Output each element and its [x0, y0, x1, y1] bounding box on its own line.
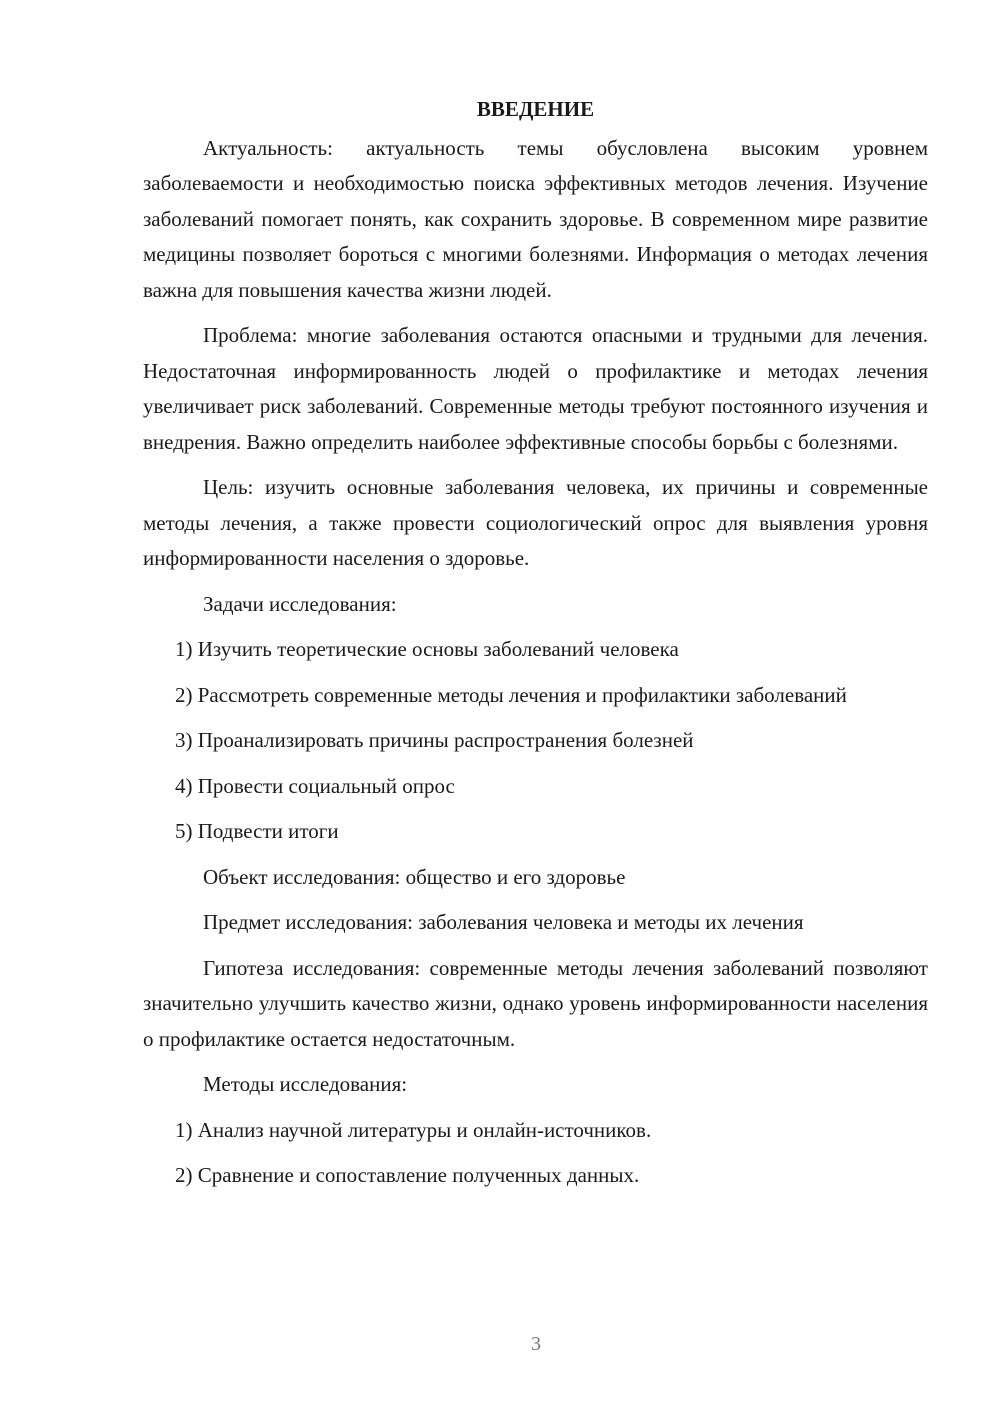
task-item: 3) Проанализировать причины распространения болезней [175, 728, 694, 752]
hypothesis-paragraph: Гипотеза исследования: современные методы лечения заболеваний позволяют значительно улучшить качество жизни, однако уровень информированности населения о профилактике остается недостаточным. [143, 955, 928, 1051]
task-item: 2) Рассмотреть современные методы лечения и профилактики заболеваний [175, 682, 847, 707]
methods-heading: Методы исследования: [203, 1072, 408, 1096]
tasks-heading: Задачи исследования: [203, 591, 397, 616]
document-page [143, 92, 928, 1204]
task-item: 1) Изучить теоретические основы заболеваний человека [175, 637, 679, 661]
relevance-paragraph: Актуальность: актуальность темы обусловлена высоким уровнем заболеваемости и необходимостью поиска эффективных методов лечения. Изучение заболеваний помогает понять, как сохранить здоровье. В современном мире развитие медицины позволяет бороться с многими болезнями. Информация о методах лечения важна для повышения качества жизни людей. [143, 135, 928, 302]
task-item: 5) Подвести итоги [175, 819, 339, 843]
subject-line: Предмет исследования: заболевания человека и методы их лечения [203, 910, 804, 934]
method-item: 2) Сравнение и сопоставление полученных данных. [175, 1163, 640, 1187]
task-item: 4) Провести социальный опрос [175, 773, 455, 798]
page-number: 3 [531, 1333, 541, 1355]
method-item: 1) Анализ научной литературы и онлайн-источников. [175, 1117, 652, 1142]
object-line: Объект исследования: общество и его здоровье [203, 864, 626, 889]
goal-paragraph: Цель: изучить основные заболевания человека, их причины и современные методы лечения, а также провести социологический опрос для выявления уровня информированности населения о здоровье. [143, 475, 928, 570]
problem-paragraph: Проблема: многие заболевания остаются опасными и трудными для лечения. Недостаточная информированность людей о профилактике и методах лечения увеличивает риск заболеваний. Современные методы требуют постоянного изучения и внедрения. Важно определить наиболее эффективные способы борьбы с болезнями. [143, 323, 928, 454]
section-title: ВВЕДЕНИЕ [476, 97, 595, 121]
